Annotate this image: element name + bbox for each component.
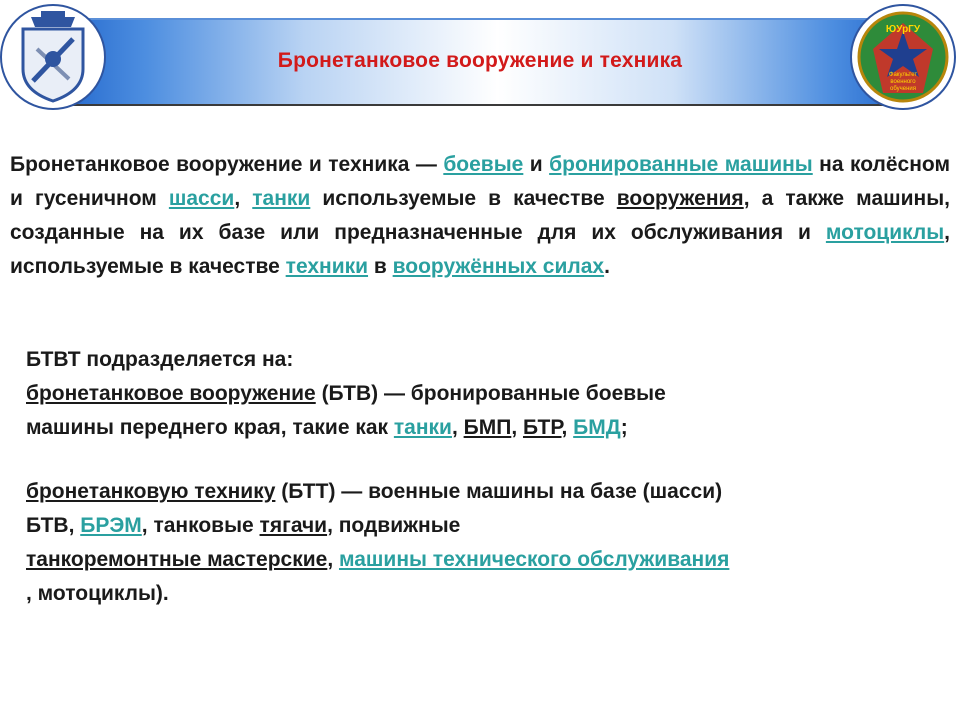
btt-examples-text: БТВ, bbox=[26, 514, 81, 537]
link-tehniki[interactable]: техники bbox=[285, 255, 369, 278]
university-emblem-left bbox=[0, 4, 106, 110]
btt-examples-text: , танковые bbox=[141, 514, 260, 537]
slide-title: Бронетанковое вооружение и техника bbox=[277, 49, 683, 72]
link-bmd[interactable]: БМД bbox=[573, 416, 621, 439]
separator: , bbox=[561, 416, 574, 439]
definition-paragraph bbox=[10, 148, 950, 284]
btt-examples-line bbox=[26, 509, 936, 543]
faculty-caption-line-2: военного bbox=[890, 79, 916, 85]
btv-examples-line bbox=[26, 411, 936, 445]
term-tankoremontnye-masterskie[interactable]: танкоремонтные мастерские bbox=[26, 548, 328, 571]
definition-text: , а также машины, созданные на их базе или предназначенные для их обслуживания и bbox=[10, 187, 950, 244]
faculty-caption-line-1: Факультет bbox=[888, 72, 918, 78]
classification-intro: БТВТ подразделяется на: bbox=[26, 348, 294, 371]
link-bronirovannye-mashiny[interactable]: бронированные машины bbox=[549, 153, 813, 176]
term-bmp[interactable]: БМП bbox=[463, 416, 512, 439]
link-boevye[interactable]: боевые bbox=[443, 153, 524, 176]
term-bronetankovaya-tehnika[interactable]: бронетанковую технику bbox=[26, 480, 276, 503]
separator: ; bbox=[620, 416, 628, 439]
btv-line bbox=[26, 377, 936, 411]
definition-text: и bbox=[523, 153, 550, 176]
link-tanki[interactable]: танки bbox=[252, 187, 311, 210]
link-vooruzhennye-sily[interactable]: вооружённых силах bbox=[392, 255, 605, 278]
btt-line bbox=[26, 475, 936, 509]
term-btr[interactable]: БТР bbox=[522, 416, 562, 439]
definition-text: на колёсном и гусеничном bbox=[10, 153, 950, 210]
definition-text: . bbox=[604, 255, 610, 278]
block-gap bbox=[26, 445, 936, 475]
faculty-caption-line-3: обучения bbox=[889, 86, 917, 92]
btt-end-line: , мотоциклы). bbox=[26, 582, 169, 605]
shield-emblem-icon bbox=[11, 9, 95, 105]
definition-text: используемые в качестве bbox=[310, 187, 617, 210]
definition-text: Бронетанковое вооружение и техника — bbox=[10, 153, 444, 176]
link-mashiny-tehobsluzhivaniya[interactable]: машины технического обслуживания bbox=[338, 548, 730, 571]
term-vooruzheniya[interactable]: вооружения bbox=[616, 187, 744, 210]
btt-workshops-line bbox=[26, 543, 936, 577]
link-brem[interactable]: БРЭМ bbox=[80, 514, 142, 537]
separator: , bbox=[451, 416, 464, 439]
link-shassi[interactable]: шасси bbox=[168, 187, 235, 210]
definition-text: в bbox=[368, 255, 393, 278]
definition-text: , используемые в качестве bbox=[10, 221, 950, 278]
classification-block bbox=[26, 343, 936, 611]
btv-examples-text: машины переднего края, такие как bbox=[26, 416, 394, 439]
definition-text: , bbox=[234, 187, 253, 210]
btt-description: (БТТ) — военные машины на базе (шасси) bbox=[275, 480, 723, 503]
term-bronetankovoe-vooruzhenie[interactable]: бронетанковое вооружение bbox=[26, 382, 316, 405]
term-tyagachi[interactable]: тягачи bbox=[259, 514, 328, 537]
faculty-emblem-right bbox=[850, 4, 956, 110]
link-motocikly[interactable]: мотоциклы bbox=[825, 221, 945, 244]
btv-description: (БТВ) — бронированные боевые bbox=[315, 382, 666, 405]
btt-examples-text: , подвижные bbox=[327, 514, 461, 537]
link-tanki-2[interactable]: танки bbox=[393, 416, 452, 439]
separator: , bbox=[327, 548, 339, 571]
faculty-emblem-label: ЮУрГУ bbox=[885, 24, 921, 35]
separator: , bbox=[511, 416, 523, 439]
